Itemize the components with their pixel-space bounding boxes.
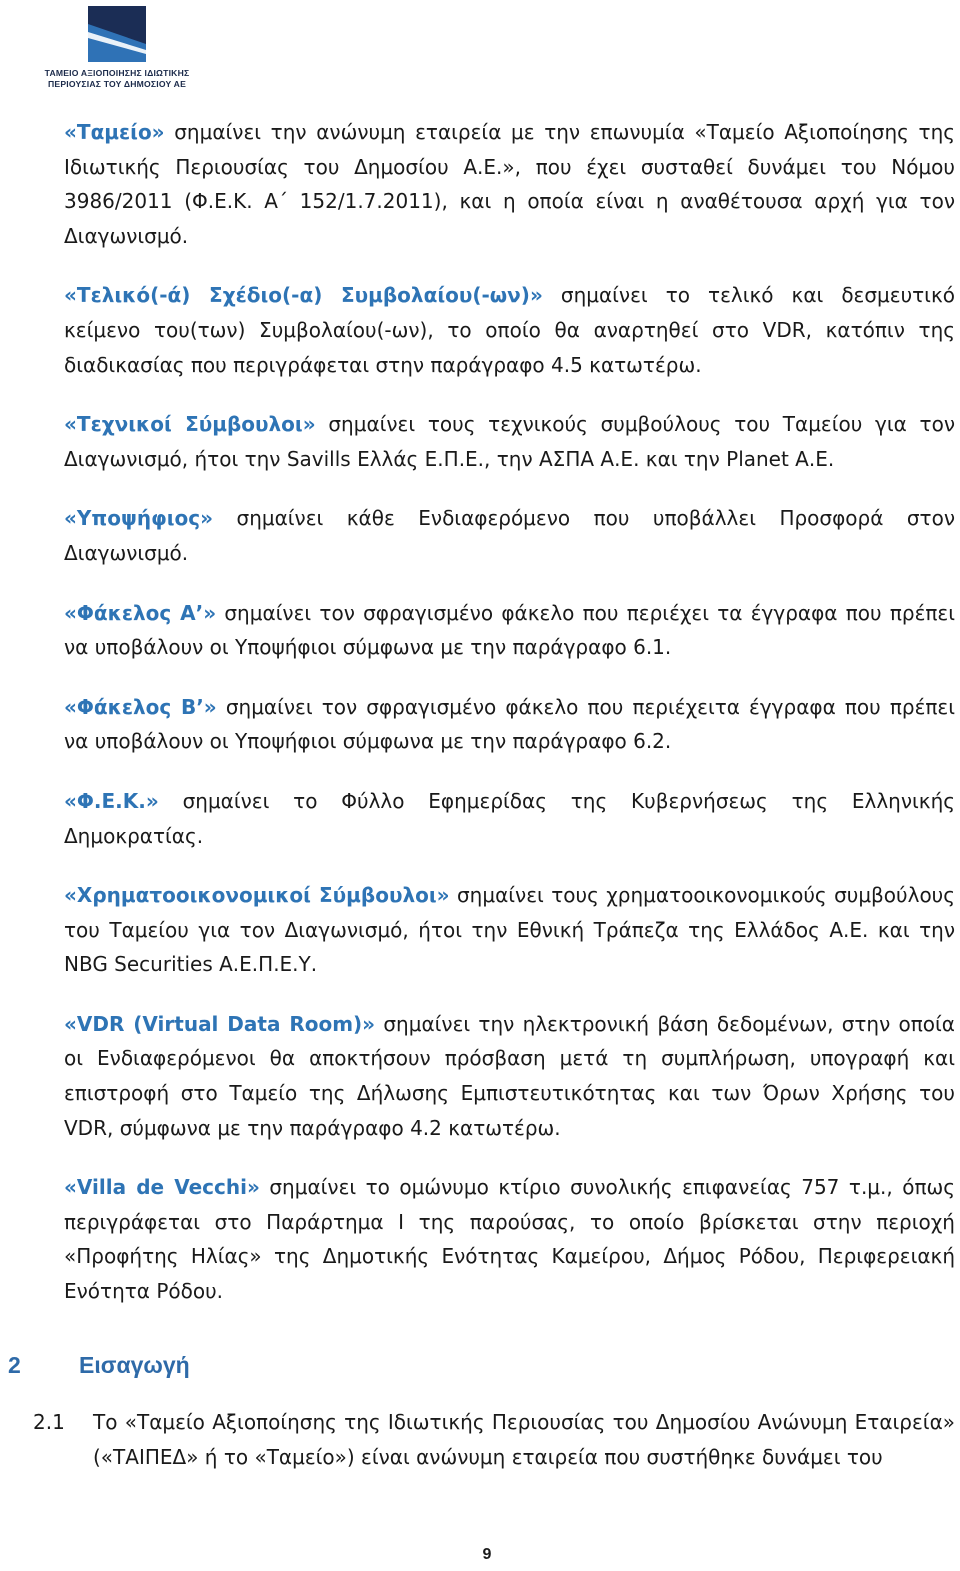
definition-term: «Φάκελος Α’» xyxy=(64,600,217,625)
definition-term: «Χρηματοοικονομικοί Σύμβουλοι» xyxy=(64,883,450,908)
definition-villa-de-vecchi xyxy=(64,1170,955,1308)
definition-chrimatooikonomikoi-symvouloi xyxy=(64,878,955,982)
section-number: 2 xyxy=(8,1352,21,1378)
definition-vdr xyxy=(64,1007,955,1145)
definition-ypopsifios xyxy=(64,501,955,570)
definition-fakelos-b xyxy=(64,690,955,759)
logo-text-line-1: ΤΑΜΕΙΟ ΑΞΙΟΠΟΙΗΣΗΣ ΙΔΙΩΤΙΚΗΣ xyxy=(44,68,190,78)
subsection-number: 2.1 xyxy=(33,1410,65,1434)
definition-text: σημαίνει την ηλεκτρονική βάση δεδομένων, στην οποία οι Ενδιαφερόμενοι θα αποκτήσουν πρόσβαση μετά τη συμπλήρωση, υπογραφή και επιστροφή στο Ταμείο της Δήλωσης Εμπιστευτικότητας και των Όρων Χρήσης του VDR, σύμφωνα με την παράγραφο 4.2 κατωτέρω. xyxy=(64,1011,955,1140)
definition-text: σημαίνει τον σφραγισμένο φάκελο που περιέχει τα έγγραφα που πρέπει να υποβάλουν οι Υποψήφιοι σύμφωνα με την παράγραφο 6.1. xyxy=(64,600,956,660)
definition-term: «Φ.Ε.Κ.» xyxy=(64,788,159,813)
definition-teliko-schedio xyxy=(64,278,955,382)
definition-text: σημαίνει την ανώνυμη εταιρεία με την επωνυμία «Ταμείο Αξιοποίησης της Ιδιωτικής Περιουσίας του Δημοσίου Α.Ε.», που έχει συσταθεί δυνάμει του Νόμου 3986/2011 (Φ.Ε.Κ. Α΄ 152/1.7.2011), και η οποία είναι η αναθέτουσα αρχή για τον Διαγωνισμό. xyxy=(64,120,955,248)
fund-logo xyxy=(22,6,212,90)
definition-term: «Υποψήφιος» xyxy=(64,506,214,531)
definition-text: σημαίνει τους τεχνικούς συμβούλους του Ταμείου για τον Διαγωνισμό, ήτοι την Savills Ελλάς Ε.Π.Ε., την ΑΣΠΑ Α.Ε. και την Planet Α.Ε. xyxy=(64,412,955,471)
definition-fek xyxy=(64,784,955,853)
definition-term: «Ταμείο» xyxy=(64,120,165,144)
fund-logo-icon xyxy=(88,6,146,62)
definition-text: σημαίνει τον σφραγισμένο φάκελο που περιέχειτα έγγραφα που πρέπει να υποβάλουν οι Υποψήφιοι σύμφωνα με την παράγραφο 6.2. xyxy=(64,694,956,754)
subsection-text: Το «Ταμείο Αξιοποίησης της Ιδιωτικής Περιουσίας του Δημοσίου Ανώνυμη Εταιρεία» («ΤΑΙΠΕΔ» ή το «Ταμείο») είναι ανώνυμη εταιρεία που συστήθηκε δυνάμει του xyxy=(93,1410,955,1469)
definition-tameio xyxy=(64,115,955,253)
definition-text: σημαίνει το ομώνυμο κτίριο συνολικής επιφανείας 757 τ.μ., όπως περιγράφεται στο Παράρτημα Ι της παρούσας, το οποίο βρίσκεται στην περιοχή «Προφήτης Ηλίας» της Δημοτικής Ενότητας Καμείρου, Δήμος Ρόδου, Περιφερειακή Ενότητα Ρόδου. xyxy=(64,1175,955,1304)
logo-text-line-2: ΠΕΡΙΟΥΣΙΑΣ ΤΟΥ ΔΗΜΟΣΙΟΥ ΑΕ xyxy=(47,79,187,89)
definition-term: «Villa de Vecchi» xyxy=(64,1175,260,1200)
definition-term: «Τεχνικοί Σύμβουλοι» xyxy=(64,412,316,437)
definition-technikoi-symvouloi xyxy=(64,407,955,476)
definitions-list xyxy=(64,115,955,1309)
definition-fakelos-a xyxy=(64,596,955,665)
definition-term: «Φάκελος Β’» xyxy=(64,694,217,719)
page-number: 9 xyxy=(482,1546,492,1563)
definition-text: σημαίνει το Φύλλο Εφημερίδας της Κυβερνήσεως της Ελληνικής Δημοκρατίας. xyxy=(64,788,955,848)
definition-text: σημαίνει τους χρηματοοικονομικούς συμβούλους του Ταμείου για τον Διαγωνισμό, ήτοι την Εθνική Τράπεζα της Ελλάδος Α.Ε. και την NBG Securities Α.Ε.Π.Ε.Υ. xyxy=(64,883,955,977)
definition-term: «VDR (Virtual Data Room)» xyxy=(64,1011,376,1036)
definition-term: «Τελικό(-ά) Σχέδιο(-α) Συμβολαίου(-ων)» xyxy=(64,283,543,308)
definition-text: σημαίνει το τελικό και δεσμευτικό κείμενο του(των) Συμβολαίου(-ων), το οποίο θα αναρτηθεί στο VDR, κατόπιν της διαδικασίας που περιγράφεται στην παράγραφο 4.5 κατωτέρω. xyxy=(64,283,955,377)
definition-text: σημαίνει κάθε Ενδιαφερόμενο που υποβάλλει Προσφορά στον Διαγωνισμό. xyxy=(64,506,955,565)
section-title: Εισαγωγή xyxy=(79,1352,190,1378)
